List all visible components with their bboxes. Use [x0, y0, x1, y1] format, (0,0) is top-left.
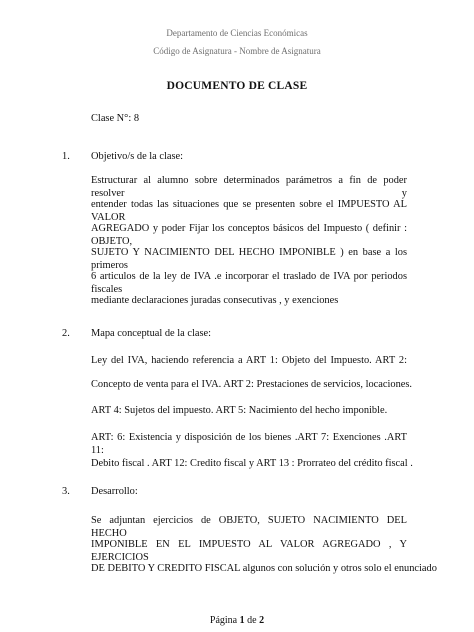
- section-1-line: AGREGADO y poder Fijar los conceptos básicos del Impuesto ( definir : OBJETO,: [91, 223, 407, 247]
- section-2-line: ART: 6: Existencia y disposición de los bienes .ART 7: Exenciones .ART 11:: [91, 432, 407, 456]
- section-1-heading: Objetivo/s de la clase:: [91, 151, 184, 162]
- section-3-line: Se adjuntan ejercicios de OBJETO, SUJETO NACIMIENTO DEL HECHO: [91, 515, 407, 539]
- section-3-number: 3.: [62, 486, 70, 497]
- header-department: Departamento de Ciencias Económicas: [166, 28, 308, 38]
- section-2-line: Concepto de venta para el IVA. ART 2: Prestaciones de servicios, locaciones.: [91, 379, 413, 390]
- section-3-line: IMPONIBLE EN EL IMPUESTO AL VALOR AGREGADO , Y EJERCICIOS: [91, 539, 407, 563]
- section-1-line: SUJETO Y NACIMIENTO DEL HECHO IMPONIBLE ) en base a los primeros: [91, 247, 407, 271]
- section-2-number: 2.: [62, 328, 70, 339]
- footer-of-word: de: [247, 615, 257, 626]
- section-1-line: mediante declaraciones juradas consecutivas , y exenciones: [91, 295, 339, 306]
- section-2-line: Debito fiscal . ART 12: Credito fiscal y ART 13 : Prorrateo del crédito fiscal .: [91, 458, 413, 469]
- section-1-line: entender todas las situaciones que se presenten sobre el IMPUESTO AL VALOR: [91, 199, 407, 223]
- section-2-heading: Mapa conceptual de la clase:: [91, 328, 212, 339]
- clase-number: Clase N°: 8: [91, 113, 140, 124]
- section-2-line: Ley del IVA, haciendo referencia a ART 1: Objeto del Impuesto. ART 2:: [91, 355, 407, 366]
- footer-current-page: 1: [239, 615, 245, 626]
- section-2-line: ART 4: Sujetos del impuesto. ART 5: Nacimiento del hecho imponible.: [91, 405, 388, 416]
- header-course: Código de Asignatura - Nombre de Asignatura: [153, 46, 321, 56]
- section-3-line: DE DEBITO Y CREDITO FISCAL algunos con solución y otros solo el enunciado: [91, 563, 437, 574]
- page-footer: [0, 615, 474, 626]
- document-title: DOCUMENTO DE CLASE: [166, 80, 308, 92]
- section-1-line: 6 articulos de la ley de IVA .e incorporar el traslado de IVA por periodos fiscales: [91, 271, 407, 295]
- footer-page-word: Página: [209, 615, 238, 626]
- footer-total-pages: 2: [259, 615, 265, 626]
- section-3-heading: Desarrollo:: [91, 486, 138, 497]
- section-1-number: 1.: [62, 151, 70, 162]
- section-1-line: Estructurar al alumno sobre determinados parámetros a fin de poder resolver y: [91, 175, 407, 199]
